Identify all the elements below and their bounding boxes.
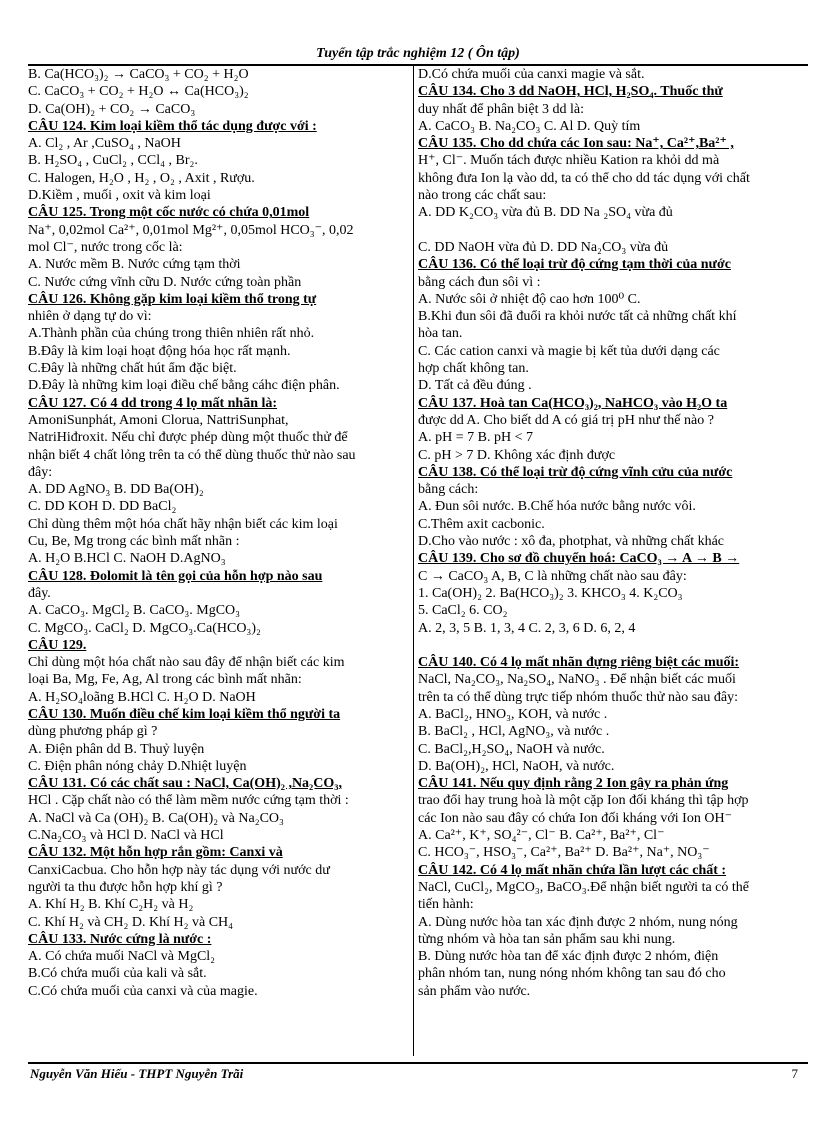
text-line: hòa tan.	[418, 326, 463, 342]
text-line: người ta thu được hỗn hợp khí gì ?	[28, 879, 223, 895]
text-line: A. H₂SO₄loãng B.HCl C. H₂O D. NaOH	[28, 689, 256, 705]
text-line: B.Đây là kim loại hoạt động hóa học rất mạnh.	[28, 343, 291, 359]
question-heading: CÂU 132. Một hỗn hợp rắn gồm: Canxi và	[28, 845, 283, 861]
text-line: D.Kiềm , muối , oxit và kim loại	[28, 188, 211, 204]
text-line: trên ta có thể dùng trực tiếp nhóm thuốc thử nào sau đây:	[418, 689, 738, 705]
text-line: C. pH > 7 D. Không xác định được	[418, 447, 616, 463]
text-line: A. Cl₂ , Ar ,CuSO₄ , NaOH	[28, 136, 181, 152]
right-column	[418, 66, 808, 1056]
text-line: D. Ca(OH)₂ + CO₂ → CaCO₃	[28, 101, 196, 117]
text-line: C. HCO₃⁻, HSO₃⁻, Ca²⁺, Ba²⁺ D. Ba²⁺, Na⁺, NO₃⁻	[418, 845, 710, 861]
question-heading: CÂU 124. Kim loại kiềm thổ tác dụng được với :	[28, 118, 317, 134]
question-heading: CÂU 135. Cho dd chứa các Ion sau: Na⁺, Ca²⁺,Ba²⁺ ,	[418, 136, 734, 152]
text-line: bằng cách đun sôi vì :	[418, 274, 541, 290]
text-line: C → CaCO₃ A, B, C là những chất nào sau đây:	[418, 568, 687, 584]
text-line: đây.	[28, 585, 51, 601]
text-line: được dd A. Cho biết dd A có giá trị pH như thế nào ?	[418, 412, 714, 428]
text-line: C.Có chứa muối của canxi và của magie.	[28, 983, 258, 999]
question-heading: CÂU 138. Có thể loại trừ độ cứng vĩnh cửu của nước	[418, 464, 733, 480]
text-line: B. H₂SO₄ , CuCl₂ , CCl₄ , Br₂.	[28, 153, 198, 169]
text-line: nhiên ở dạng tự do vì:	[28, 309, 152, 325]
text-line: A. Đun sôi nước. B.Chế hóa nước bằng nước vôi.	[418, 499, 696, 515]
text-line: B. Dùng nước hòa tan để xác định được 2 nhóm, điện	[418, 949, 719, 965]
question-heading: CÂU 131. Có các chất sau : NaCl, Ca(OH)₂ ,Na₂CO₃,	[28, 776, 342, 792]
text-line: B.Khi đun sôi đã đuổi ra khỏi nước tất cả những chất khí	[418, 309, 737, 325]
text-line: C. Các cation canxi và magie bị kết tủa dưới dạng các	[418, 343, 720, 359]
footer-author: Nguyễn Văn Hiếu - THPT Nguyễn Trãi	[30, 1066, 244, 1081]
text-line: C.Đây là những chất hút ẩm đặc biệt.	[28, 361, 237, 377]
text-line: C. DD KOH D. DD BaCl₂	[28, 499, 177, 515]
text-line: D.Đây là những kim loại điều chế bằng cáhc điện phân.	[28, 378, 340, 394]
text-line: nhận biết 4 chất lỏng trên ta có thể dùng thuốc thử nào sau	[28, 447, 356, 463]
question-heading: CÂU 129.	[28, 637, 87, 653]
text-line: A. 2, 3, 5 B. 1, 3, 4 C. 2, 3, 6 D. 6, 2, 4	[418, 620, 636, 636]
text-line: C. BaCl₂,H₂SO₄, NaOH và nước.	[418, 741, 605, 757]
text-line: duy nhất để phân biệt 3 dd là:	[418, 101, 585, 117]
question-heading: CÂU 127. Có 4 dd trong 4 lọ mất nhãn là:	[28, 395, 278, 411]
text-line: Chỉ dùng một hóa chất nào sau đây để nhận biết các kim	[28, 655, 345, 671]
text-line: C. Nước cứng vĩnh cữu D. Nước cứng toàn phần	[28, 274, 302, 290]
question-heading: CÂU 139. Cho sơ đồ chuyển hoá: CaCO₃ → A → B →	[418, 551, 740, 567]
text-line: C.Thêm axit cacbonic.	[418, 516, 545, 532]
text-line: HCl . Cặp chất nào có thể làm mềm nước cứng tạm thời :	[28, 793, 349, 809]
text-line: A. H₂O B.HCl C. NaOH D.AgNO₃	[28, 551, 226, 567]
question-heading: CÂU 125. Trong một cốc nước có chứa 0,01mol	[28, 205, 310, 221]
text-line	[418, 222, 808, 239]
two-column-body	[28, 66, 808, 1056]
text-line: A. CaCO₃. MgCl₂ B. CaCO₃. MgCO₃	[28, 603, 241, 619]
text-line: D. Ba(OH)₂, HCl, NaOH, và nước.	[418, 758, 615, 774]
text-line: C. CaCO₃ + CO₂ + H₂O ↔ Ca(HCO₃)₂	[28, 84, 249, 100]
text-line: C. Điện phân nóng chảy D.Nhiệt luyện	[28, 758, 247, 774]
text-line: hợp chất không tan.	[418, 361, 529, 377]
left-column	[28, 66, 414, 1056]
text-line: Na⁺, 0,02mol Ca²⁺, 0,01mol Mg²⁺, 0,05mol HCO₃⁻, 0,02	[28, 222, 354, 238]
page-number: 7	[791, 1066, 798, 1081]
question-heading: CÂU 141. Nếu quy định rằng 2 Ion gây ra phản ứng	[418, 776, 729, 792]
text-line: Chỉ dùng thêm một hóa chất hãy nhận biết các kim loại	[28, 516, 338, 532]
text-line: NaCl, Na₂CO₃, Na₂SO₄, NaNO₃ . Để nhận biết các muối	[418, 672, 736, 688]
text-line: A. Ca²⁺, K⁺, SO₄²⁻, Cl⁻ B. Ca²⁺, Ba²⁺, Cl⁻	[418, 828, 665, 844]
text-line: C. Halogen, H₂O , H₂ , O₂ , Axit , Rượu.	[28, 170, 255, 186]
question-heading: CÂU 137. Hoà tan Ca(HCO₃)₂, NaHCO₃ vào H₂O ta	[418, 395, 728, 411]
text-line: A. Khí H₂ B. Khí C₂H₂ và H₂	[28, 897, 194, 913]
text-line: A.Thành phần của chúng trong thiên nhiên rất nhỏ.	[28, 326, 315, 342]
text-line: AmoniSunphát, Amoni Clorua, NattriSunphat,	[28, 412, 289, 428]
text-line: từng nhóm và hòa tan sản phẩm sau khi nung.	[418, 931, 676, 947]
question-heading: CÂU 130. Muốn điều chế kim loại kiềm thổ người ta	[28, 706, 341, 722]
text-line: sản phẩm vào nước.	[418, 983, 531, 999]
text-line: mol Cl⁻, nước trong cốc là:	[28, 239, 183, 255]
text-line: C. MgCO₃. CaCl₂ D. MgCO₃.Ca(HCO₃)₂	[28, 620, 261, 636]
text-line: NaCl, CuCl₂, MgCO₃, BaCO₃.Để nhận biết người ta có thể	[418, 879, 749, 895]
question-heading: CÂU 142. Có 4 lọ mất nhãn chứa lần lượt các chất :	[418, 862, 727, 878]
question-heading: CÂU 126. Không gặp kim loại kiềm thổ trong tự	[28, 291, 317, 307]
text-line: bằng cách:	[418, 482, 479, 498]
header-title: Tuyển tập trắc nghiệm 12 ( Ôn tập)	[316, 46, 520, 61]
text-line: A. CaCO₃ B. Na₂CO₃ C. Al D. Quỳ tím	[418, 118, 641, 134]
text-line: D.Cho vào nước : xô đa, photphat, và những chất khác	[418, 534, 725, 550]
text-line: tiến hành:	[418, 897, 474, 913]
text-line: A. Có chứa muối NaCl và MgCl₂	[28, 949, 216, 965]
text-line: phân nhóm tan, nung nóng nhóm không tan sau đó cho	[418, 966, 726, 982]
text-line: dùng phương pháp gì ?	[28, 724, 158, 740]
text-line: A. pH = 7 B. pH < 7	[418, 430, 533, 446]
text-line: A. Dùng nước hòa tan xác định được 2 nhóm, nung nóng	[418, 914, 738, 930]
text-line: C.Na₂CO₃ và HCl D. NaCl và HCl	[28, 828, 224, 844]
text-line: H⁺, Cl⁻. Muốn tách được nhiều Kation ra khỏi dd mà	[418, 153, 720, 169]
text-line: 1. Ca(OH)₂ 2. Ba(HCO₃)₂ 3. KHCO₃ 4. K₂CO₃	[418, 585, 683, 601]
text-line: D. Tất cả đều đúng .	[418, 378, 532, 394]
text-line: nào trong các chất sau:	[418, 188, 547, 204]
text-line	[418, 637, 808, 654]
text-line: A. BaCl₂, HNO₃, KOH, và nước .	[418, 706, 608, 722]
text-line: trao đổi hay trung hoà là một cặp Ion đối kháng thì tập hợp	[418, 793, 749, 809]
question-heading: CÂU 136. Có thể loại trừ độ cứng tạm thời của nước	[418, 257, 731, 273]
text-line: đây:	[28, 464, 53, 480]
page-header	[28, 44, 808, 66]
text-line: NatriHiđroxit. Nếu chỉ được phép dùng một thuốc thử để	[28, 430, 348, 446]
text-line: B. BaCl₂ , HCl, AgNO₃, và nước .	[418, 724, 610, 740]
text-line: A. Nước sôi ở nhiệt độ cao hơn 100⁰ C.	[418, 291, 641, 307]
text-line: D.Có chứa muối của canxi magie và sắt.	[418, 67, 645, 82]
text-line: 5. CaCl₂ 6. CO₂	[418, 603, 508, 619]
text-line: A. DD K₂CO₃ vừa đủ B. DD Na ₂SO₄ vừa đủ	[418, 205, 673, 221]
text-line: B.Có chứa muối của kali và sắt.	[28, 966, 207, 982]
text-line: A. Nước mềm B. Nước cứng tạm thời	[28, 257, 241, 273]
question-heading: CÂU 134. Cho 3 dd NaOH, HCl, H₂SO₄. Thuốc thử	[418, 84, 723, 100]
text-line: CanxiCacbua. Cho hỗn hợp này tác dụng với nước dư	[28, 862, 330, 878]
text-line: A. Điện phân dd B. Thuỷ luyện	[28, 741, 205, 757]
text-line: A. NaCl và Ca (OH)₂ B. Ca(OH)₂ và Na₂CO₃	[28, 810, 284, 826]
question-heading: CÂU 133. Nước cứng là nước :	[28, 931, 212, 947]
question-heading: CÂU 140. Có 4 lọ mất nhãn đựng riêng biệt các muối:	[418, 655, 740, 671]
text-line: B. Ca(HCO₃)₂ → CaCO₃ + CO₂ + H₂O	[28, 67, 249, 82]
text-line: Cu, Be, Mg trong các bình mất nhãn :	[28, 534, 240, 550]
question-heading: CÂU 128. Đolomit là tên gọi của hỗn hợp nào sau	[28, 568, 323, 584]
text-line: C. DD NaOH vừa đủ D. DD Na₂CO₃ vừa đủ	[418, 239, 669, 255]
page-footer	[28, 1062, 808, 1082]
text-line: không đưa Ion lạ vào dd, ta có thể cho dd tác dụng với chất	[418, 170, 750, 186]
text-line: A. DD AgNO₃ B. DD Ba(OH)₂	[28, 482, 204, 498]
text-line: C. Khí H₂ và CH₂ D. Khí H₂ và CH₄	[28, 914, 234, 930]
text-line: loại Ba, Mg, Fe, Ag, Al trong các bình mất nhãn:	[28, 672, 302, 688]
text-line: các Ion nào sau đây có chứa Ion đối kháng với Ion OH⁻	[418, 810, 732, 826]
